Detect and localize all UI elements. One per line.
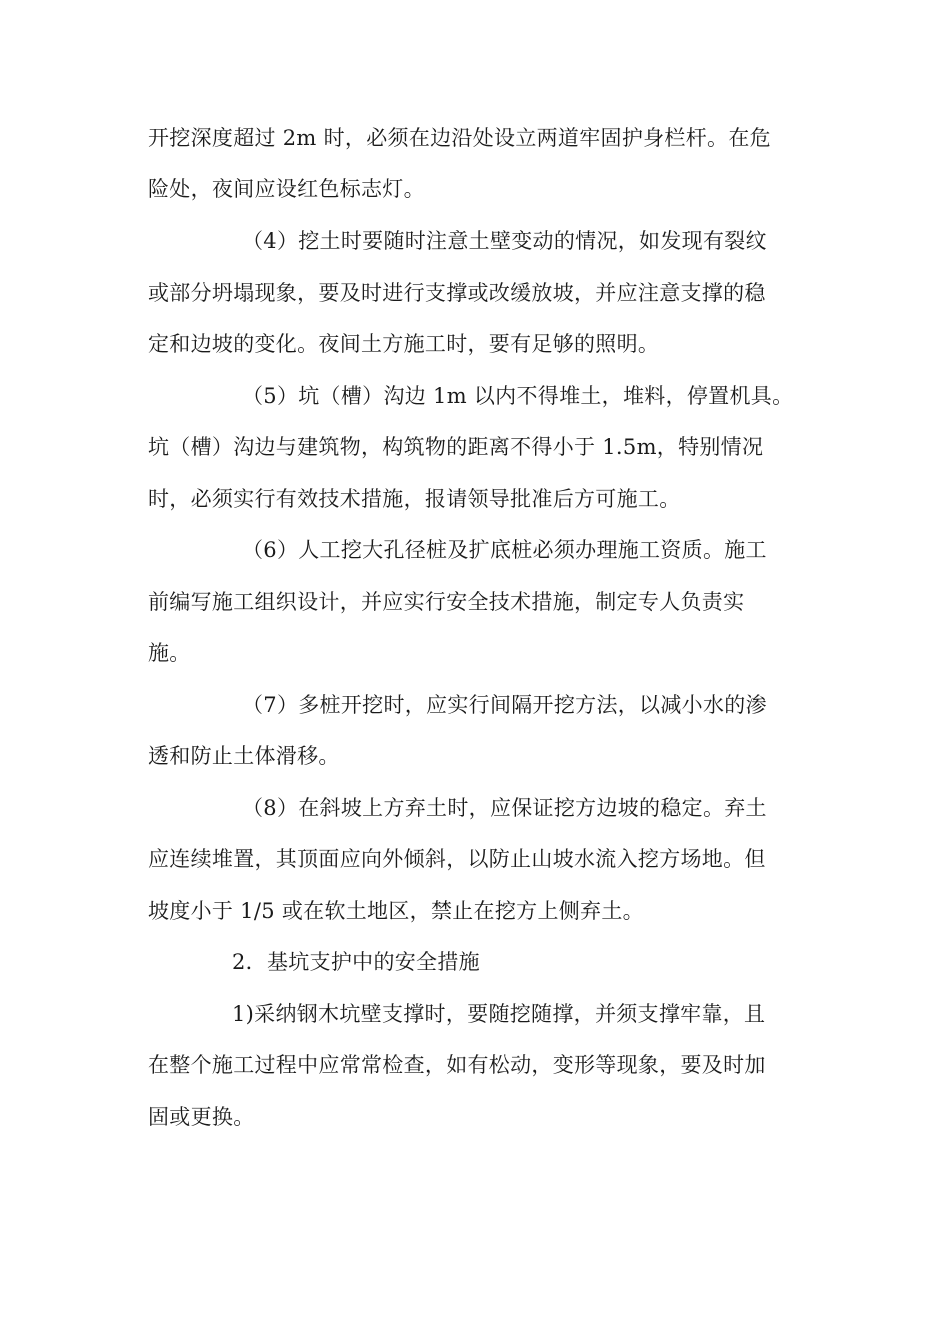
paragraph-line: 施。 xyxy=(148,641,191,665)
paragraph-line: 定和边坡的变化。夜间土方施工时，要有足够的照明。 xyxy=(148,332,660,356)
paragraph-line: 前编写施工组织设计，并应实行安全技术措施，制定专人负责实 xyxy=(148,590,745,614)
paragraph-line: 1)采纳钢木坑壁支撑时，要随挖随撑，并须支撑牢靠，且 xyxy=(232,1002,766,1026)
paragraph-line: 应连续堆置，其顶面应向外倾斜，以防止山坡水流入挖方场地。但 xyxy=(148,847,766,871)
paragraph-line: 在整个施工过程中应常常检查，如有松动，变形等现象，要及时加 xyxy=(148,1053,766,1077)
paragraph-line: 时，必须实行有效技术措施，报请领导批准后方可施工。 xyxy=(148,487,681,511)
paragraph-line: 坑（槽）沟边与建筑物，构筑物的距离不得小于 1.5m，特别情况 xyxy=(148,435,764,459)
paragraph-line: 险处，夜间应设红色标志灯。 xyxy=(148,177,425,201)
paragraph-line: 固或更换。 xyxy=(148,1105,255,1129)
paragraph-line: （8）在斜坡上方弃土时，应保证挖方边坡的稳定。弃土 xyxy=(242,796,767,820)
paragraph-line: （6）人工挖大孔径桩及扩底桩必须办理施工资质。施工 xyxy=(242,538,767,562)
paragraph-line: （5）坑（槽）沟边 1m 以内不得堆土，堆料，停置机具。 xyxy=(242,384,794,408)
paragraph-line: 开挖深度超过 2m 时，必须在边沿处设立两道牢固护身栏杆。在危 xyxy=(148,126,771,150)
paragraph-line: 透和防止土体滑移。 xyxy=(148,744,340,768)
section-heading: 2．基坑支护中的安全措施 xyxy=(232,950,480,974)
paragraph-line: 或部分坍塌现象，要及时进行支撑或改缓放坡，并应注意支撑的稳 xyxy=(148,281,766,305)
paragraph-line: 坡度小于 1/5 或在软土地区，禁止在挖方上侧弃土。 xyxy=(148,899,644,923)
paragraph-line: （7）多桩开挖时，应实行间隔开挖方法，以减小水的渗 xyxy=(242,693,767,717)
paragraph-line: （4）挖土时要随时注意土壁变动的情况，如发现有裂纹 xyxy=(242,229,767,253)
